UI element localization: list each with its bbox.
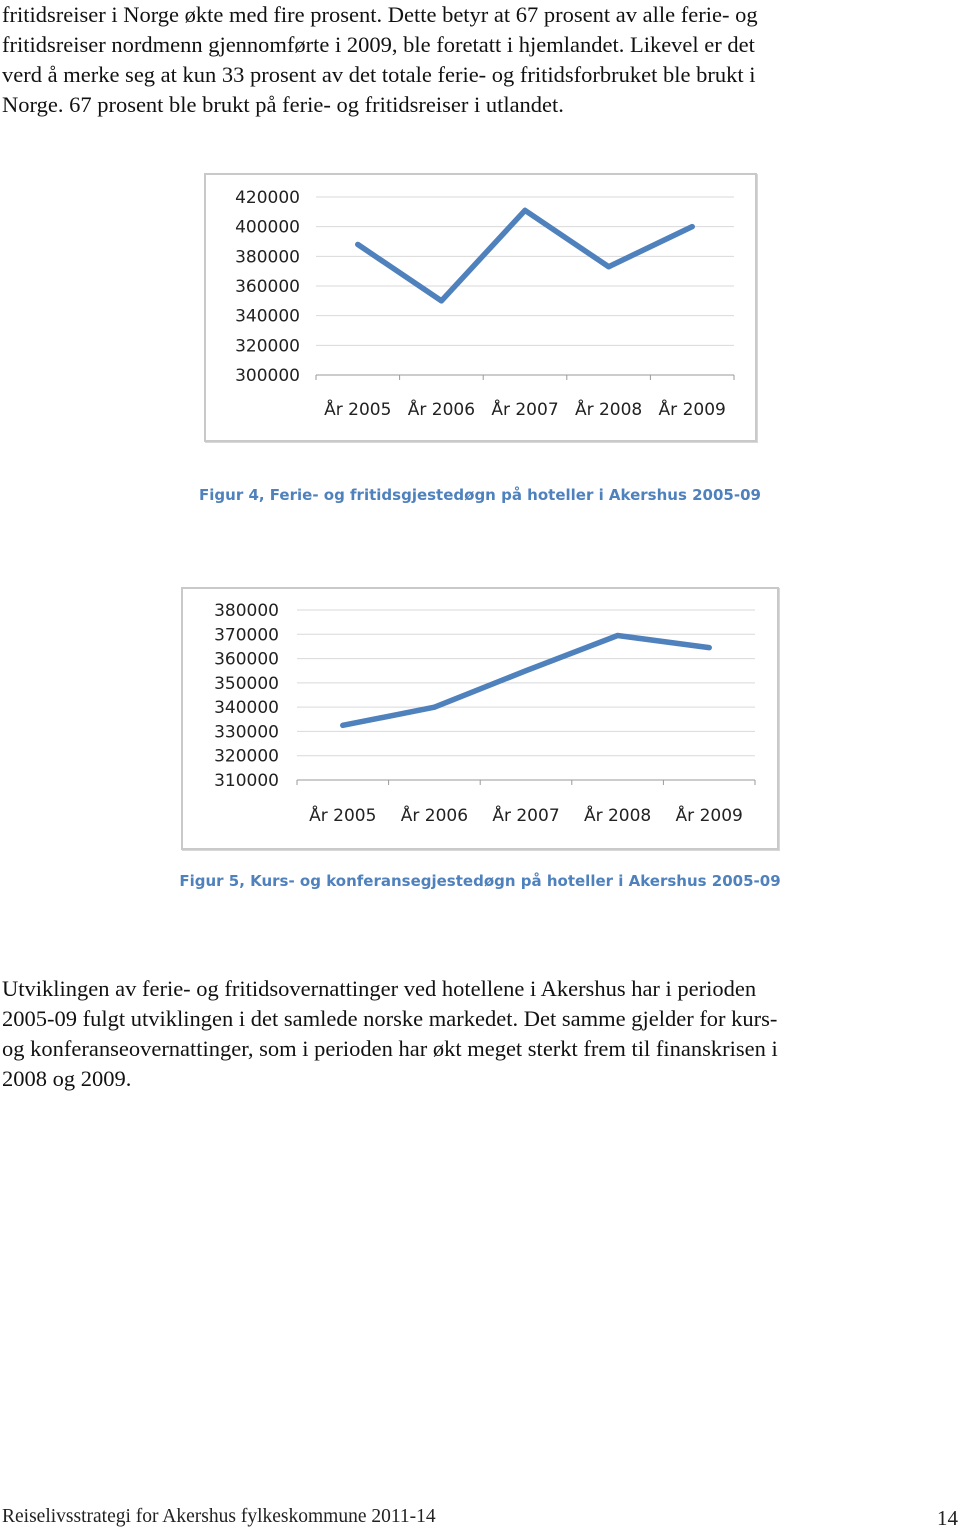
y-tick-label: 340000 [235,306,300,327]
data-point [439,298,444,303]
y-tick-label: 350000 [214,673,279,694]
x-tick-label: År 2009 [675,806,743,826]
x-tick-label: År 2005 [309,806,377,826]
series-line [358,210,692,300]
x-tick-label: År 2006 [400,806,469,826]
y-tick-label: 400000 [235,217,300,238]
text-line: 2008 og 2009. [2,1066,132,1091]
y-tick-label: 370000 [214,625,279,646]
x-tick-label: År 2009 [658,400,726,420]
figure-5-chart [181,587,779,850]
text-line: Norge. 67 prosent ble brukt på ferie- og fritidsreiser i utlandet. [2,92,564,117]
y-tick-label: 330000 [214,722,279,743]
data-point [615,633,620,638]
series-line [343,636,709,726]
text-line: verd å merke seg at kun 33 prosent av det totale ferie- og fritidsforbruket ble brukt i [2,62,756,87]
data-point [606,264,611,269]
data-point [690,224,695,229]
page-number: 14 [937,1506,958,1530]
footer-title: Reiselivsstrategi for Akershus fylkeskommune 2011-14 [2,1506,436,1527]
intro-paragraph [2,0,952,120]
y-tick-label: 340000 [214,698,279,719]
analysis-paragraph [2,974,952,1094]
x-tick-label: År 2008 [583,806,652,826]
data-point [340,723,345,728]
x-tick-label: År 2007 [491,400,559,420]
figure-4-caption: Figur 4, Ferie- og fritidsgjestedøgn på hoteller i Akershus 2005-09 [199,486,761,504]
figure-5-caption: Figur 5, Kurs- og konferansegjestedøgn på hoteller i Akershus 2005-09 [179,872,781,890]
y-tick-label: 360000 [214,649,279,670]
text-line: 2005-09 fulgt utviklingen i det samlede norske markedet. Det samme gjelder for kurs- [2,1006,778,1031]
y-tick-label: 320000 [235,336,300,357]
text-line: og konferanseovernattinger, som i perioden har økt meget sterkt frem til finanskrisen i [2,1036,778,1061]
data-point [432,705,437,710]
x-tick-label: År 2006 [407,400,476,420]
data-point [524,668,529,673]
y-tick-label: 310000 [214,771,279,791]
y-tick-label: 360000 [235,277,300,297]
data-point [355,242,360,247]
y-tick-label: 300000 [235,366,300,386]
figure-5-svg [183,589,777,848]
y-tick-label: 420000 [235,188,300,208]
y-tick-label: 320000 [214,746,279,767]
text-line: fritidsreiser nordmenn gjennomførte i 2009, ble foretatt i hjemlandet. Likevel er det [2,32,755,57]
figure-4-svg [206,175,755,440]
x-tick-label: År 2007 [492,806,560,826]
data-point [523,208,528,213]
y-tick-label: 380000 [214,601,279,621]
figure-4-chart [204,173,757,442]
text-line: fritidsreiser i Norge økte med fire prosent. Dette betyr at 67 prosent av alle ferie- og [2,2,758,27]
text-line: Utviklingen av ferie- og fritidsovernattinger ved hotellene i Akershus har i perioden [2,976,757,1001]
x-tick-label: År 2005 [324,400,392,420]
x-tick-label: År 2008 [574,400,643,420]
y-tick-label: 380000 [235,247,300,268]
data-point [707,645,712,650]
